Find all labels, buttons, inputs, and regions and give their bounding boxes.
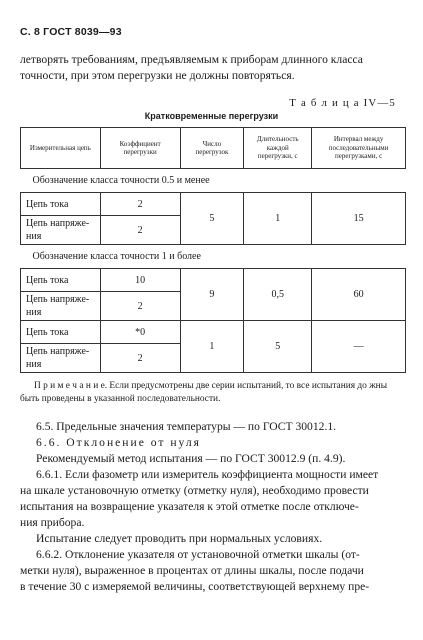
circuit-cell: Цепь тока [21,269,101,292]
section-6-6-2-line-3: в течение 30 с измеряемой величины, соответствующей верхнему пре- [20,580,370,593]
table-note [20,380,406,406]
header-duration: Длительность каждой перегрузки, с [244,128,312,169]
intro-line-2: точности, при этом перегрузки не должны повторяться. [20,69,295,82]
table-row [21,269,406,292]
section-row [21,169,406,193]
coefficient-cell: 2 [100,292,180,321]
circuit-cell: Цепь напряже-ния [21,344,101,373]
section-6-6-2-line-2: метки нуля), выраженное в процентах от длины шкалы, после подачи [20,564,364,577]
table-row [21,321,406,344]
section-6-6-text: Рекомендуемый метод испытания — по ГОСТ 30012.9 (п. 4.9). [36,452,346,465]
interval-cell: 60 [312,269,406,321]
header-circuit: Измерительная цепь [21,128,101,169]
section-6-6-1-conditions: Испытание следует проводить при нормальных условиях. [36,532,323,545]
section-row [21,245,406,269]
header-coefficient: Коэффициент перегрузки [100,128,180,169]
circuit-cell: Цепь напряже-ния [21,216,101,245]
circuit-cell: Цепь тока [21,321,101,344]
section-6-6-1-line-1: 6.6.1. Если фазометр или измеритель коэффициента мощности имеет [36,468,379,481]
coefficient-cell: 2 [100,344,180,373]
duration-cell: 0,5 [244,269,312,321]
count-cell: 1 [180,321,244,373]
circuit-cell: Цепь тока [21,193,101,216]
intro-line-1: летворять требованиям, предъявляемым к приборам длинного класса [20,53,363,66]
overload-table [20,127,406,373]
header-interval: Интервал между последовательными перегрузками, с [312,128,406,169]
table-header-row [21,128,406,169]
count-cell: 9 [180,269,244,321]
duration-cell: 5 [244,321,312,373]
note-label: П р и м е ч а н и е. [34,381,108,391]
table-title: Кратковременные перегрузки [144,111,279,121]
section-6-6-2-line-1: 6.6.2. Отклонение указателя от установочной отметки шкалы (от- [36,548,360,561]
section-6-6-1-line-3: испытания на возвращение указателя к этой отметке после отключе- [20,500,359,513]
section-title: Обозначение класса точности 1 и более [21,245,406,269]
table-row [21,193,406,216]
count-cell: 5 [180,193,244,245]
circuit-cell: Цепь напряже-ния [21,292,101,321]
section-6-6-1-line-2: на шкале установочную отметку (отметку нуля), необходимо провести [20,484,369,497]
interval-cell: — [312,321,406,373]
interval-cell: 15 [312,193,406,245]
section-6-5: 6.5. Предельные значения температуры — по ГОСТ 30012.1. [36,420,337,433]
table-number: Т а б л и ц а IV—5 [289,97,396,109]
section-6-6-heading: 6.6. Отклонение от нуля [36,436,201,449]
section-6-6-1-line-4: ния прибора. [20,516,85,529]
coefficient-cell: *0 [100,321,180,344]
coefficient-cell: 2 [100,216,180,245]
note-text: Если предусмотрены две серии испытаний, то все испытания до жны быть проведены в указанной последовательности. [20,381,387,404]
coefficient-cell: 2 [100,193,180,216]
coefficient-cell: 10 [100,269,180,292]
page-header: С. 8 ГОСТ 8039—93 [20,26,122,38]
duration-cell: 1 [244,193,312,245]
section-title: Обозначение класса точности 0.5 и менее [21,169,406,193]
header-count: Число перегрузок [180,128,244,169]
